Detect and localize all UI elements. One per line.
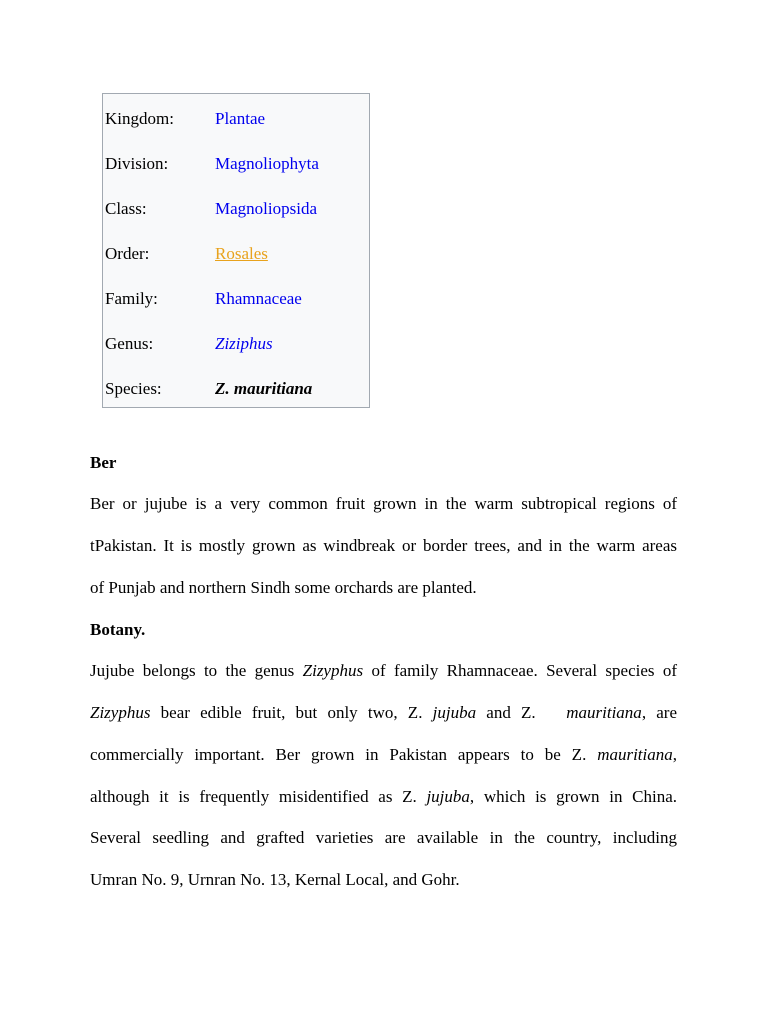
text-run: commercially important. Ber grown in Pakistan appears to be Z. bbox=[90, 745, 598, 764]
text-run: , bbox=[672, 745, 677, 764]
taxonomy-link-rhamnaceae[interactable]: Rhamnaceae bbox=[215, 289, 302, 308]
taxonomy-link-rosales[interactable]: Rosales bbox=[215, 244, 268, 263]
taxonomy-label: Division: bbox=[105, 154, 169, 173]
italic-text: Zizyphus bbox=[302, 661, 364, 680]
taxonomy-link-magnoliophyta[interactable]: Magnoliophyta bbox=[215, 154, 319, 173]
section-heading-ber: Ber bbox=[90, 453, 117, 472]
section-heading-botany: Botany. bbox=[90, 620, 146, 639]
taxonomy-label: Species: bbox=[105, 379, 162, 398]
taxonomy-label: Family: bbox=[105, 289, 158, 308]
taxonomy-species-value: Z. mauritiana bbox=[215, 379, 313, 398]
taxonomy-link-ziziphus[interactable]: Ziziphus bbox=[215, 334, 273, 353]
text-run: bear edible fruit, but only two, Z. bbox=[150, 703, 433, 722]
taxonomy-label: Genus: bbox=[105, 334, 154, 353]
ber-paragraph-line: of Punjab and northern Sindh some orchards are planted. bbox=[90, 578, 477, 597]
ber-paragraph-line: Ber or jujube is a very common fruit grown in the warm subtropical regions of bbox=[90, 494, 677, 513]
italic-text: jujuba bbox=[432, 703, 477, 722]
italic-text: mauritiana bbox=[566, 703, 642, 722]
italic-text: Zizyphus bbox=[90, 703, 151, 722]
botany-paragraph-line bbox=[90, 659, 677, 683]
botany-paragraph-line bbox=[90, 743, 677, 767]
text-run: , which is grown in China. bbox=[469, 787, 677, 806]
botany-paragraph-line bbox=[90, 785, 677, 809]
taxonomy-label: Class: bbox=[105, 199, 147, 218]
ber-paragraph-line: tPakistan. It is mostly grown as windbreak or border trees, and in the warm areas bbox=[90, 536, 677, 555]
botany-paragraph-line: Several seedling and grafted varieties are available in the country, including bbox=[90, 828, 677, 847]
italic-text: mauritiana bbox=[597, 745, 673, 764]
text-run: , are bbox=[641, 703, 678, 722]
taxonomy-link-magnoliopsida[interactable]: Magnoliopsida bbox=[215, 199, 317, 218]
botany-paragraph-line bbox=[90, 701, 677, 725]
text-run: and Z. bbox=[476, 703, 546, 722]
text-run: although it is frequently misidentified as Z. bbox=[90, 787, 427, 806]
taxonomy-label: Kingdom: bbox=[105, 109, 174, 128]
italic-text: jujuba bbox=[426, 787, 470, 806]
taxonomy-infobox bbox=[102, 93, 370, 408]
text-run: Jujube belongs to the genus bbox=[90, 661, 303, 680]
botany-paragraph-line: Umran No. 9, Urnran No. 13, Kernal Local, and Gohr. bbox=[90, 870, 460, 889]
taxonomy-link-plantae[interactable]: Plantae bbox=[215, 109, 266, 128]
taxonomy-label: Order: bbox=[105, 244, 150, 263]
text-run: of family Rhamnaceae. Several species of bbox=[363, 661, 678, 680]
